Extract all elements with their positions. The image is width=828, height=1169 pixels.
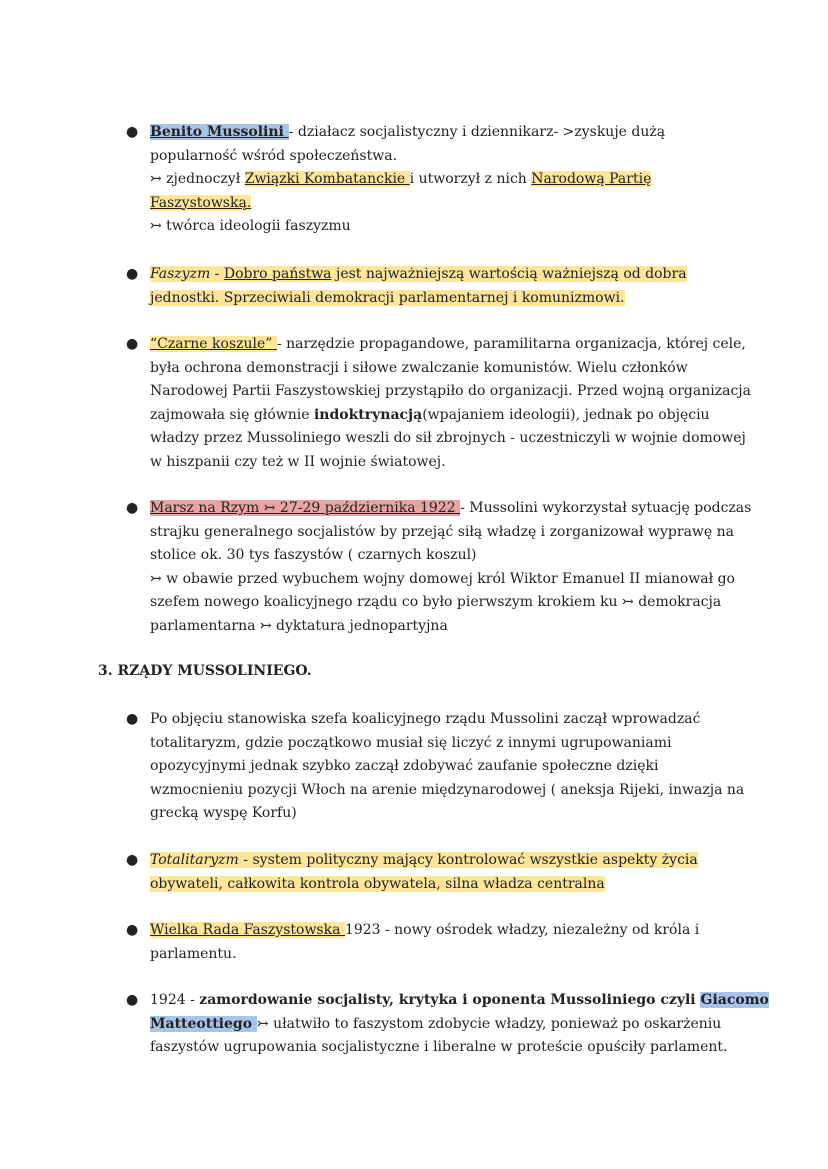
- text-segment: strajku generalnego socjalistów by przejąć siłą władzę i zorganizował wyprawę na: [150, 523, 735, 540]
- text-segment: była ochrona demonstracji i siłowe zwalczanie komunistów. Wielu członków: [150, 359, 688, 376]
- bullet-dot-icon: ●: [126, 992, 139, 1008]
- bullet-dot-icon: ●: [126, 124, 139, 140]
- text-segment: i utworzył z nich: [409, 171, 532, 187]
- text-line: [150, 121, 750, 145]
- text-segment: Po objęciu stanowiska szefa koalicyjnego rządu Mussolini zaczął wprowadzać: [150, 711, 701, 727]
- text-line: [150, 802, 750, 826]
- text-segment: jednostki. Sprzeciwiali demokracji parlamentarnej i komunizmowi.: [150, 289, 625, 306]
- text-segment: Benito Mussolini: [150, 124, 289, 140]
- text-segment: - Mussolini wykorzystał sytuację podczas: [460, 500, 752, 516]
- text-line: [150, 591, 750, 615]
- text-segment: Związki Kombatanckie: [244, 171, 410, 187]
- text-segment: totalitaryzm, gdzie początkowo musiał się liczyć z innymi ugrupowaniami: [150, 734, 672, 751]
- text-line: [150, 380, 750, 404]
- text-segment: ↣ w obawie przed wybuchem wojny domowej król Wiktor Emanuel II mianował go: [150, 570, 735, 587]
- text-segment: Faszystowską.: [150, 194, 252, 211]
- text-segment: Dobro państwa: [223, 266, 332, 282]
- text-segment: indoktrynacją: [313, 406, 423, 423]
- bullet-totalitaryzm: [126, 849, 750, 896]
- text-line: [150, 779, 750, 803]
- text-line: [150, 333, 750, 357]
- text-segment: zajmowała się głównie: [150, 406, 314, 423]
- bullet-marsz-na-rzym: [126, 497, 752, 638]
- text-segment: parlamentu.: [150, 945, 237, 962]
- text-line: [150, 1013, 750, 1037]
- bullet-dot-icon: ●: [126, 266, 139, 282]
- text-segment: zamordowanie socjalisty, krytyka i oponenta Mussoliniego czyli: [199, 992, 701, 1008]
- text-segment: szefem nowego koalicyjnego rządu co było pierwszym krokiem ku ↣ demokracja: [150, 594, 722, 610]
- text-line: [150, 404, 750, 428]
- text-segment: wzmocnieniu pozycji Włoch na arenie międzynarodowej ( aneksja Rijeki, inwazja na: [150, 781, 745, 798]
- text-segment: 1924 -: [150, 992, 200, 1008]
- text-line: [150, 873, 750, 897]
- text-segment: ↣ twórca ideologii faszyzmu: [150, 218, 351, 234]
- bullet-dot-icon: ●: [126, 922, 139, 938]
- text-segment: w hiszpanii czy też w II wojnie światowej.: [150, 453, 446, 470]
- text-line: [150, 263, 750, 287]
- text-segment: opozycyjnymi jednak szybko zaczął zdobywać zaufanie społeczne dzięki: [150, 758, 659, 774]
- text-line: [150, 568, 750, 592]
- text-line: [150, 1036, 750, 1060]
- text-segment: stolice ok. 30 tys faszystów ( czarnych koszul): [150, 547, 477, 563]
- text-line: [150, 708, 750, 732]
- text-line: [150, 168, 750, 192]
- bullet-faszyzm: [126, 263, 750, 310]
- text-segment: Narodowej Partii Faszystowskiej przystąpiło do organizacji. Przed wojną organizacja: [150, 383, 751, 399]
- text-line: [150, 943, 750, 967]
- section-heading: 3. RZĄDY MUSSOLINIEGO.: [98, 663, 312, 679]
- text-segment: - narzędzie propagandowe, paramilitarna organizacja, której cele,: [276, 336, 746, 352]
- text-line: [150, 919, 750, 943]
- text-segment: - system polityczny mający kontrolować wszystkie aspekty życia: [238, 852, 698, 868]
- text-line: [150, 544, 750, 568]
- text-segment: popularność wśród społeczeństwa.: [150, 147, 398, 164]
- text-line: [150, 497, 750, 521]
- text-line: [150, 989, 769, 1013]
- text-segment: Faszyzm: [150, 266, 211, 282]
- text-segment: władzy przez Mussoliniego weszli do sił zbrojnych - uczestniczyli w wojnie domowej: [150, 430, 746, 446]
- text-segment: “Czarne koszule”: [150, 336, 277, 352]
- text-segment: Wielka Rada Faszystowska: [150, 922, 345, 938]
- text-segment: jest najważniejszą wartością ważniejszą od dobra: [331, 266, 687, 282]
- text-segment: obywateli, całkowita kontrola obywatela, silna władza centralna: [150, 875, 605, 892]
- bullet-wielka-rada: [126, 919, 750, 966]
- bullet-dot-icon: ●: [126, 711, 139, 727]
- text-segment: ↣ ułatwiło to faszystom zdobycie władzy, ponieważ po oskarżeniu: [256, 1015, 722, 1032]
- text-segment: Totalitaryzm: [150, 852, 239, 868]
- text-segment: -: [210, 266, 224, 282]
- bullet-matteotti: [126, 989, 769, 1060]
- text-segment: Marsz na Rzym ↣ 27-29 października 1922: [150, 500, 461, 516]
- text-line: [150, 145, 750, 169]
- text-line: [150, 615, 750, 639]
- bullet-czarne-koszule: [126, 333, 751, 474]
- text-line: [150, 357, 750, 381]
- text-line: [150, 732, 750, 756]
- text-segment: faszystów ugrupowania socjalistyczne i liberalne w proteście opuściły parlament.: [150, 1039, 728, 1055]
- text-line: [150, 215, 750, 239]
- text-segment: Narodową Partię: [531, 171, 652, 187]
- text-segment: Matteottiego: [150, 1015, 257, 1032]
- text-segment: parlamentarna ↣ dyktatura jednopartyjna: [150, 617, 448, 634]
- text-line: [150, 849, 750, 873]
- bullet-objecie-stanowiska: [126, 708, 750, 826]
- text-segment: 1923 - nowy ośrodek władzy, niezależny od króla i: [344, 922, 700, 938]
- text-segment: (wpajaniem ideologii), jednak po objęciu: [422, 406, 710, 423]
- bullet-dot-icon: ●: [126, 500, 139, 516]
- text-segment: grecką wyspę Korfu): [150, 805, 297, 821]
- text-line: [150, 192, 750, 216]
- bullet-dot-icon: ●: [126, 336, 139, 352]
- text-line: [150, 755, 750, 779]
- text-line: [150, 451, 750, 475]
- text-segment: Giacomo: [700, 992, 769, 1008]
- text-segment: - działacz socjalistyczny i dziennikarz- >zyskuje dużą: [288, 124, 666, 140]
- text-segment: ↣ zjednoczył: [150, 171, 245, 187]
- text-line: [150, 427, 750, 451]
- text-line: [150, 287, 750, 311]
- bullet-mussolini: [126, 121, 750, 239]
- bullet-dot-icon: ●: [126, 852, 139, 868]
- text-line: [150, 521, 750, 545]
